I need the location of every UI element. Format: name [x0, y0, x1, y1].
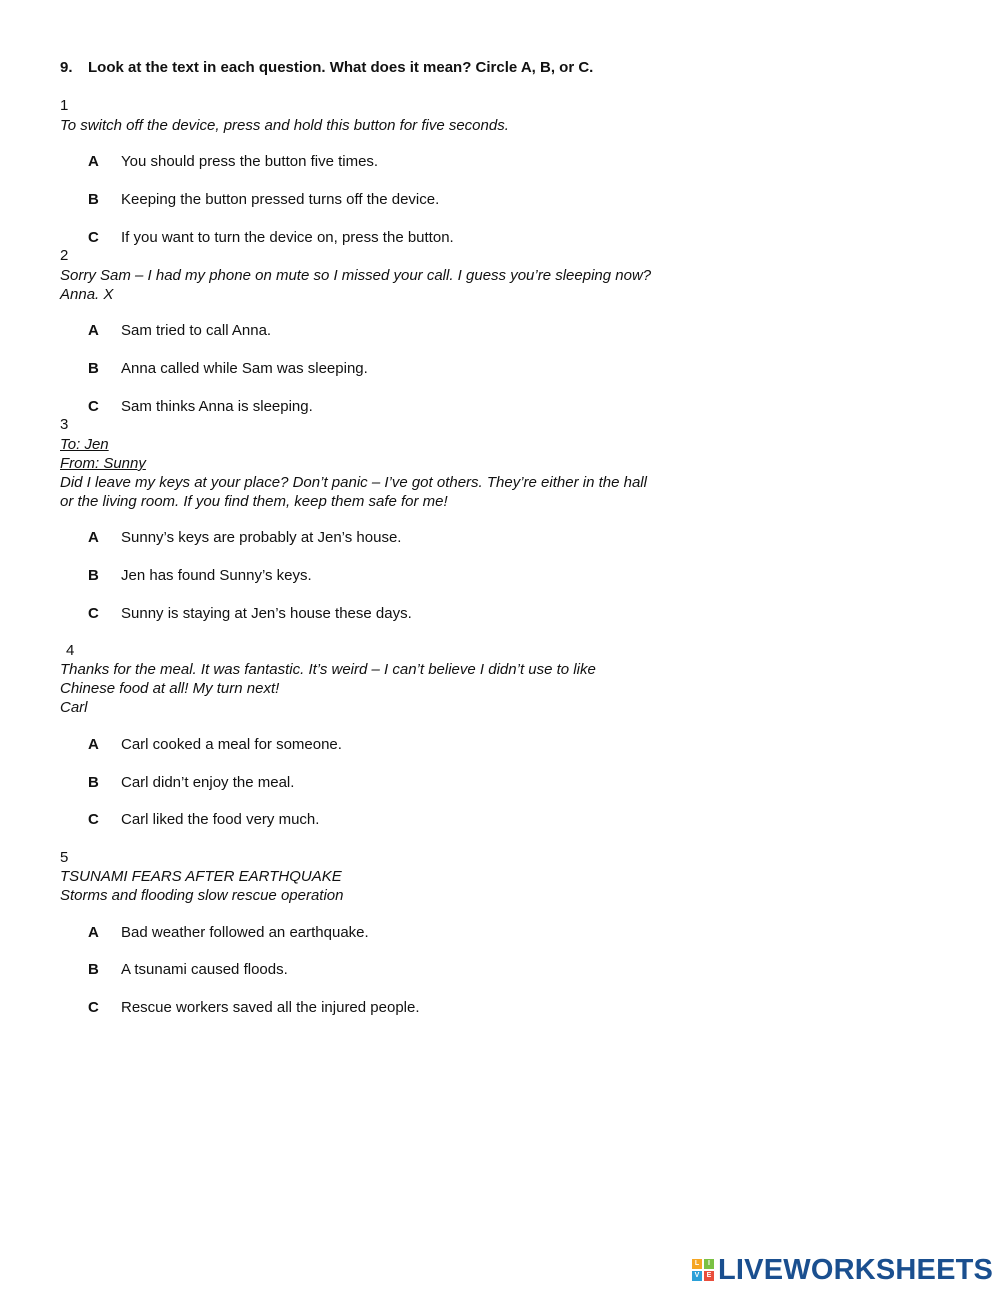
option-letter: A: [88, 736, 99, 753]
question-5-number: 5: [60, 849, 69, 866]
option-text: Rescue workers saved all the injured people.: [121, 999, 420, 1016]
option-letter: C: [88, 999, 99, 1016]
question-4-stem: [60, 660, 760, 717]
option-letter: C: [88, 605, 99, 622]
question-3-option-b[interactable]: [88, 567, 312, 584]
question-3-option-a[interactable]: [88, 529, 401, 546]
note-to-line: To: Jen: [60, 436, 109, 453]
option-letter: C: [88, 811, 99, 828]
stem-line: Carl: [60, 699, 88, 716]
stem-line: Thanks for the meal. It was fantastic. It’s weird – I can’t believe I didn’t use to like: [60, 661, 596, 678]
question-3-option-c[interactable]: [88, 605, 412, 622]
option-text: Anna called while Sam was sleeping.: [121, 360, 368, 377]
option-text: Keeping the button pressed turns off the device.: [121, 191, 440, 208]
question-3-stem: [60, 435, 760, 511]
question-4-number: 4: [66, 642, 75, 659]
option-text: Sunny is staying at Jen’s house these days.: [121, 605, 412, 622]
option-letter: B: [88, 961, 99, 978]
question-2-option-b[interactable]: [88, 360, 368, 377]
option-text: Carl liked the food very much.: [121, 811, 320, 828]
question-2-option-a[interactable]: [88, 322, 271, 339]
question-4-option-a[interactable]: [88, 736, 342, 753]
option-text: Carl cooked a meal for someone.: [121, 736, 342, 753]
question-1-option-a[interactable]: [88, 153, 378, 170]
option-text: If you want to turn the device on, press the button.: [121, 229, 454, 246]
question-2-option-c[interactable]: [88, 398, 313, 415]
option-text: You should press the button five times.: [121, 153, 379, 170]
note-from-line: From: Sunny: [60, 455, 146, 472]
question-1-number: 1: [60, 97, 69, 114]
option-letter: A: [88, 322, 99, 339]
question-1-option-c[interactable]: [88, 229, 454, 246]
question-heading: [60, 59, 593, 76]
option-letter: B: [88, 567, 99, 584]
option-text: Sam thinks Anna is sleeping.: [121, 398, 313, 415]
option-text: Bad weather followed an earthquake.: [121, 924, 369, 941]
option-letter: B: [88, 360, 99, 377]
option-text: Sunny’s keys are probably at Jen’s house.: [121, 529, 402, 546]
question-1-option-b[interactable]: [88, 191, 439, 208]
liveworksheets-logo: [692, 1255, 993, 1285]
option-letter: B: [88, 774, 99, 791]
option-letter: B: [88, 191, 99, 208]
question-2-stem: [60, 266, 760, 304]
stem-line: Did I leave my keys at your place? Don’t panic – I’ve got others. They’re either in the hall: [60, 474, 647, 491]
question-5-option-b[interactable]: [88, 961, 288, 978]
question-5-stem: [60, 867, 760, 905]
liveworksheets-mark-icon: [692, 1259, 714, 1281]
heading-text: Look at the text in each question. What does it mean? Circle A, B, or C.: [88, 59, 594, 76]
stem-line: Anna. X: [60, 286, 114, 303]
stem-line: Storms and flooding slow rescue operation: [60, 887, 344, 904]
stem-line: To switch off the device, press and hold this button for five seconds.: [60, 117, 509, 134]
stem-line: TSUNAMI FEARS AFTER EARTHQUAKE: [60, 868, 342, 885]
question-5-option-c[interactable]: [88, 999, 420, 1016]
logo-mark-tile: V: [692, 1271, 702, 1281]
question-5-option-a[interactable]: [88, 924, 369, 941]
option-text: Sam tried to call Anna.: [121, 322, 272, 339]
stem-line: Sorry Sam – I had my phone on mute so I missed your call. I guess you’re sleeping now?: [60, 267, 652, 284]
logo-mark-tile: I: [704, 1259, 714, 1269]
logo-mark-tile: E: [704, 1271, 714, 1281]
option-text: Carl didn’t enjoy the meal.: [121, 774, 295, 791]
logo-text: LIVEWORKSHEETS: [718, 1253, 994, 1286]
question-1-stem: [60, 116, 760, 135]
question-3-number: 3: [60, 416, 69, 433]
stem-line: or the living room. If you find them, keep them safe for me!: [60, 493, 448, 510]
option-letter: A: [88, 153, 99, 170]
option-text: A tsunami caused floods.: [121, 961, 288, 978]
option-letter: A: [88, 924, 99, 941]
question-4-option-c[interactable]: [88, 811, 319, 828]
heading-number: 9.: [60, 59, 73, 76]
question-2-number: 2: [60, 247, 69, 264]
option-letter: A: [88, 529, 99, 546]
question-4-option-b[interactable]: [88, 774, 294, 791]
option-letter: C: [88, 229, 99, 246]
option-text: Jen has found Sunny’s keys.: [121, 567, 312, 584]
stem-line: Chinese food at all! My turn next!: [60, 680, 280, 697]
logo-mark-tile: L: [692, 1259, 702, 1269]
option-letter: C: [88, 398, 99, 415]
